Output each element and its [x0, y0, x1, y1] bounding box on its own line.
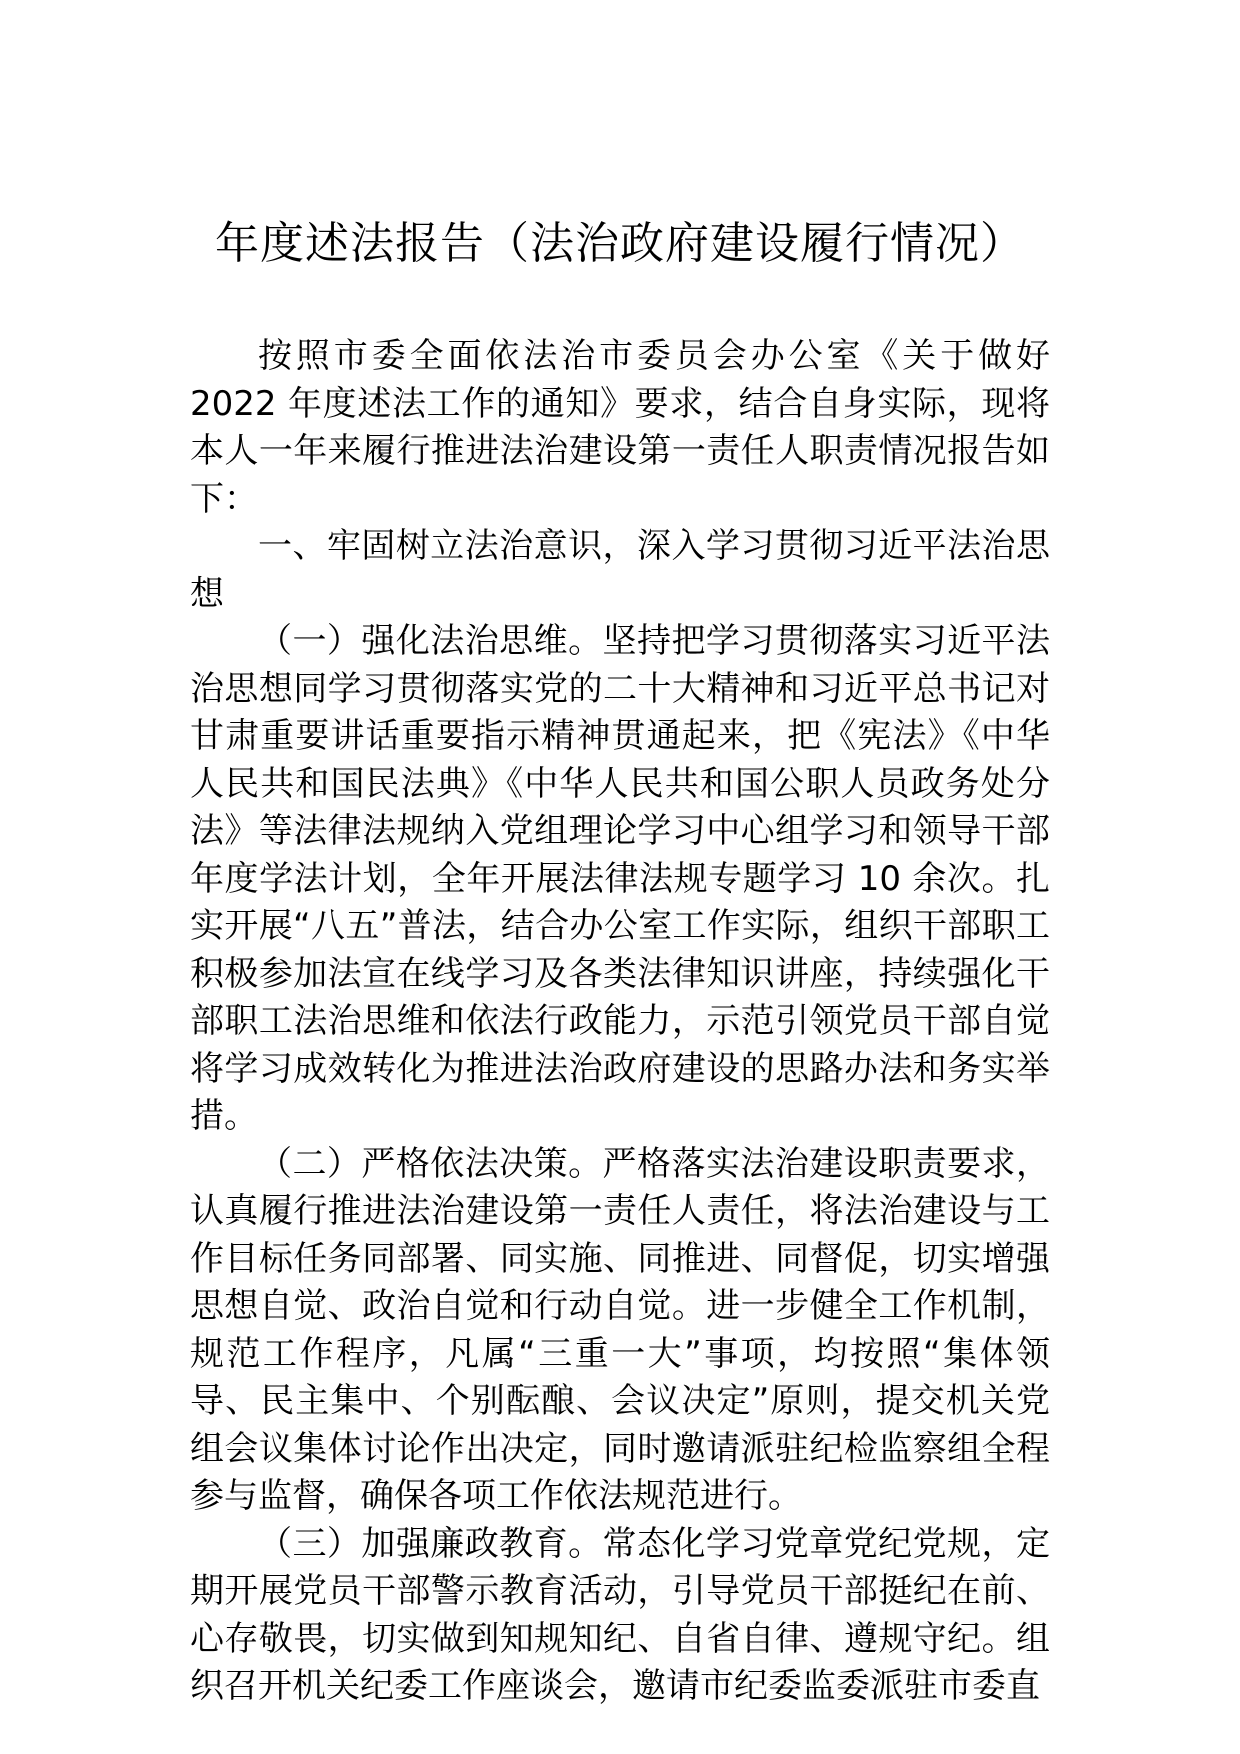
paragraph-2: （二）严格依法决策。严格落实法治建设职责要求，认真履行推进法治建设第一责任人责任，将法治建设与工作目标任务同部署、同实施、同推进、同督促，切实增强思想自觉、政治自觉和行动自觉。进一步健全工作机制，规范工作程序，凡属“三重一大”事项，均按照“集体领导、民主集中、个别酝酿、会议决定”原则，提交机关党组会议集体讨论作出决定，同时邀请派驻纪检监察组全程参与监督，确保各项工作依法规范进行。	[190, 1143, 1050, 1516]
paragraph-1: （一）强化法治思维。坚持把学习贯彻落实习近平法治思想同学习贯彻落实党的二十大精神和习近平总书记对甘肃重要讲话重要指示精神贯通起来，把《宪法》《中华人民共和国民法典》《中华人民共和国公职人员政务处分法》等法律法规纳入党组理论学习中心组学习和领导干部年度学法计划，全年开展法律法规专题学习 10 余次。扎实开展“八五”普法，结合办公室工作实际，组织干部职工积极参加法宣在线学习及各类法律知识讲座，持续强化干部职工法治思维和依法行政能力，示范引领党员干部自觉将学习成效转化为推进法治政府建设的思路办法和务实举措。	[190, 621, 1050, 1136]
document-title: 年度述法报告（法治政府建设履行情况）	[215, 218, 1025, 269]
section-1-heading: 一、牢固树立法治意识，深入学习贯彻习近平法治思想	[190, 526, 1050, 614]
document-body	[190, 333, 1050, 1711]
paragraph-3: （三）加强廉政教育。常态化学习党章党纪党规，定期开展党员干部警示教育活动，引导党员干部挺纪在前、心存敬畏，切实做到知规知纪、自省自律、遵规守纪。组织召开机关纪委工作座谈会，邀请市纪委监委派驻市委直	[190, 1523, 1050, 1706]
intro-paragraph: 按照市委全面依法治市委员会办公室《关于做好 2022 年度述法工作的通知》要求，结合自身实际，现将本人一年来履行推进法治建设第一责任人职责情况报告如下：	[190, 336, 1050, 519]
